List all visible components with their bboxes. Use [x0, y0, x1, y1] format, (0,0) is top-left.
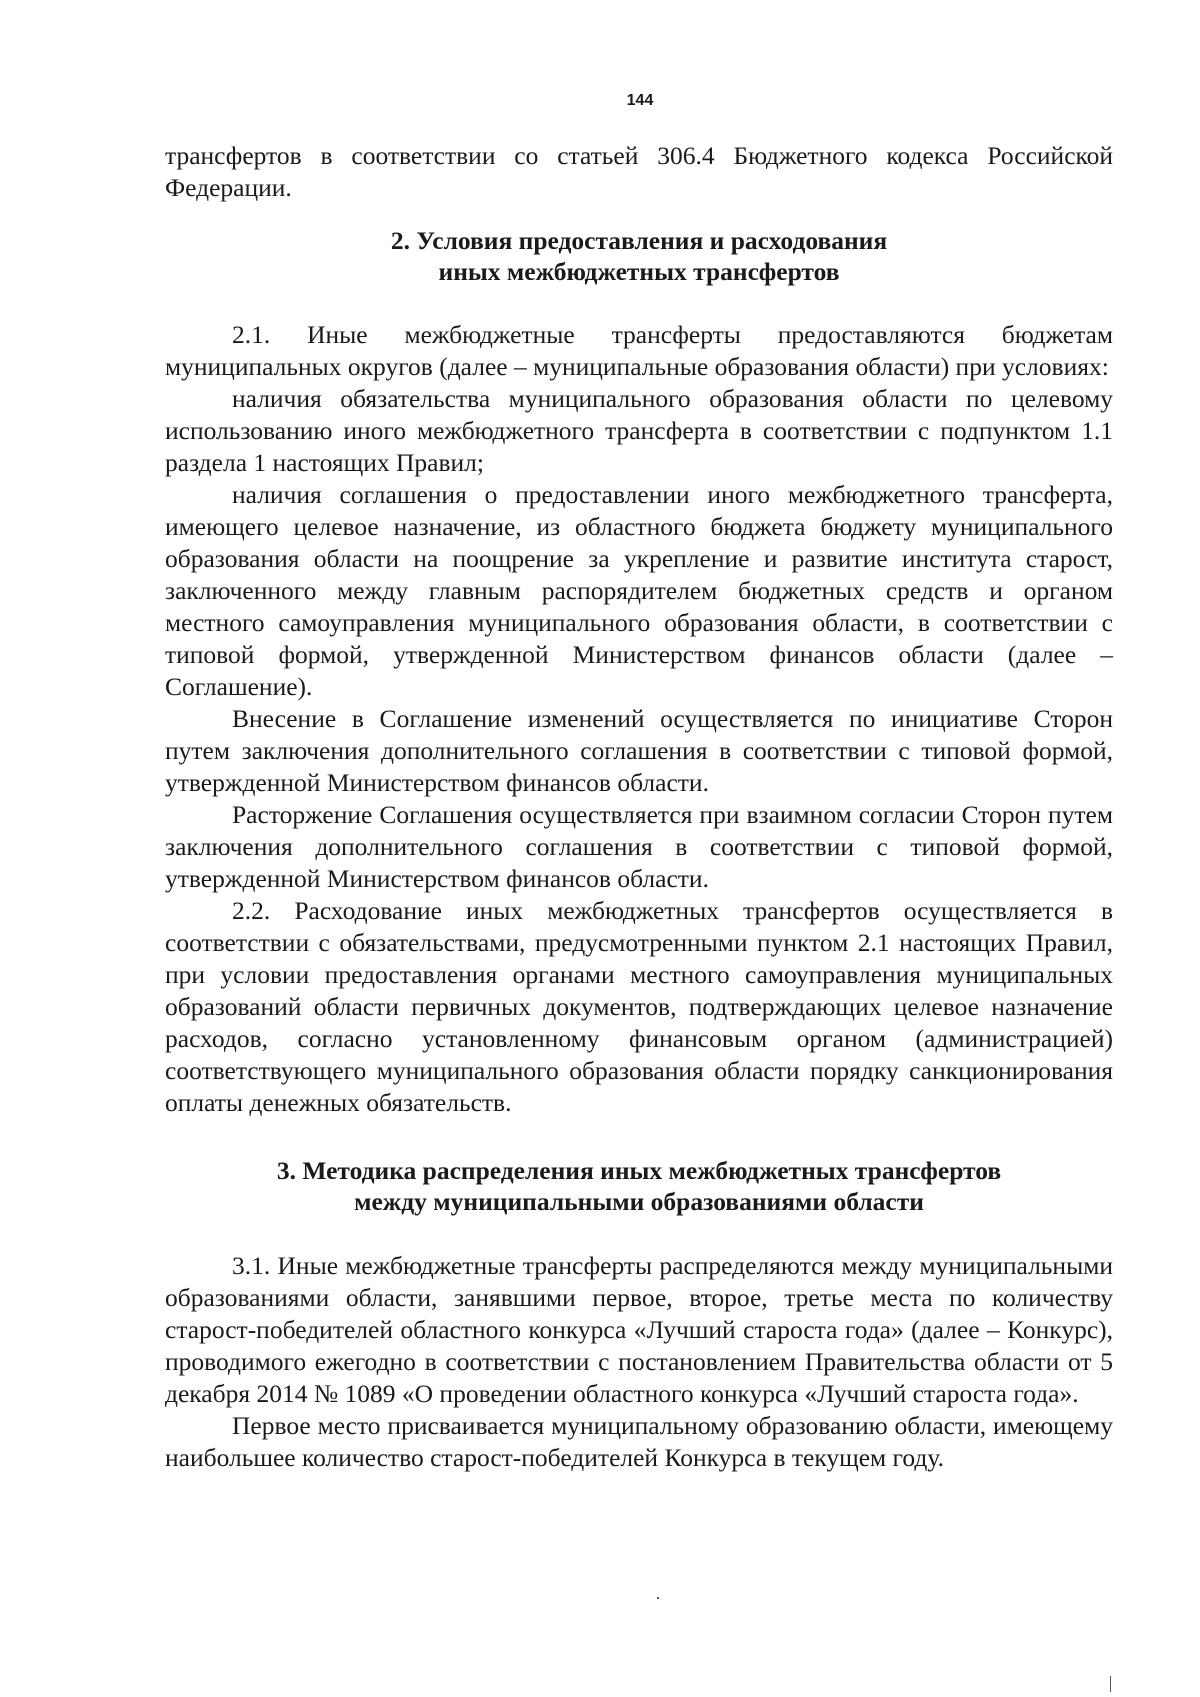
continuation-paragraph: трансфертов в соответствии со статьей 306.4 Бюджетного кодекса Российской Федерации. [165, 141, 1113, 202]
section-2-title-line-2: иных межбюджетных трансфертов [438, 257, 840, 286]
paragraph-3-1: 3.1. Иные межбюджетные трансферты распределяются между муниципальными образованиями области, занявшими первое, второе, третье места по количеству старост-победителей областного конкурса «Лучший староста года» (далее – Конкурс), проводимого ежегодно в соответствии с постановлением Правительства области от 5 декабря 2014 № 1089 «О проведении областного конкурса «Лучший староста года». [165, 1251, 1113, 1408]
paragraph-2-2: 2.2. Расходование иных межбюджетных трансфертов осуществляется в соответствии с обязательствами, предусмотренными пунктом 2.1 настоящих Правил, при условии предоставления органами местного самоуправления муниципальных образований области первичных документов, подтверждающих целевое назначение расходов, согласно установленному финансовым органом (администрацией) соответствующего муниципального образования области порядку санкционирования оплаты денежных обязательств. [165, 896, 1113, 1117]
paragraph-condition-agreement: наличия соглашения о предоставлении иного межбюджетного трансферта, имеющего целевое назначение, из областного бюджета бюджету муниципального образования области на поощрение за укрепление и развитие института старост, заключенного между главным распорядителем бюджетных средств и органом местного самоуправления муниципального образования области, в соответствии с типовой формой, утвержденной Министерством финансов области (далее – Соглашение). [165, 480, 1113, 701]
scan-edge-mark [1110, 1676, 1111, 1692]
paragraph-agreement-termination: Расторжение Соглашения осуществляется при взаимном согласии Сторон путем заключения дополнительного соглашения в соответствии с типовой формой, утвержденной Министерством финансов области. [165, 800, 1113, 893]
paragraph-agreement-amendment: Внесение в Соглашение изменений осуществляется по инициативе Сторон путем заключения дополнительного соглашения в соответствии с типовой формой, утвержденной Министерством финансов области. [165, 704, 1113, 797]
paragraph-first-place: Первое место присваивается муниципальному образованию области, имеющему наибольшее количество старост-победителей Конкурса в текущем году. [165, 1411, 1113, 1472]
page-number: 144 [626, 92, 654, 109]
section-3-heading [165, 1155, 1113, 1217]
paragraph-2-1: 2.1. Иные межбюджетные трансферты предоставляются бюджетам муниципальных округов (далее – муниципальные образования области) при условиях: [165, 320, 1113, 381]
scan-speck [657, 1597, 659, 1599]
section-2-title-line-1: 2. Условия предоставления и расходования [390, 226, 888, 255]
section-2-heading [165, 225, 1113, 287]
document-body [165, 140, 1113, 1474]
paragraph-condition-obligation: наличия обязательства муниципального образования области по целевому использованию иного межбюджетного трансферта в соответствии с подпунктом 1.1 раздела 1 настоящих Правил; [165, 384, 1113, 477]
section-3-title-line-1: 3. Методика распределения иных межбюджетных трансфертов [276, 1156, 1002, 1185]
section-3-title-line-2: между муниципальными образованиями области [354, 1187, 924, 1216]
